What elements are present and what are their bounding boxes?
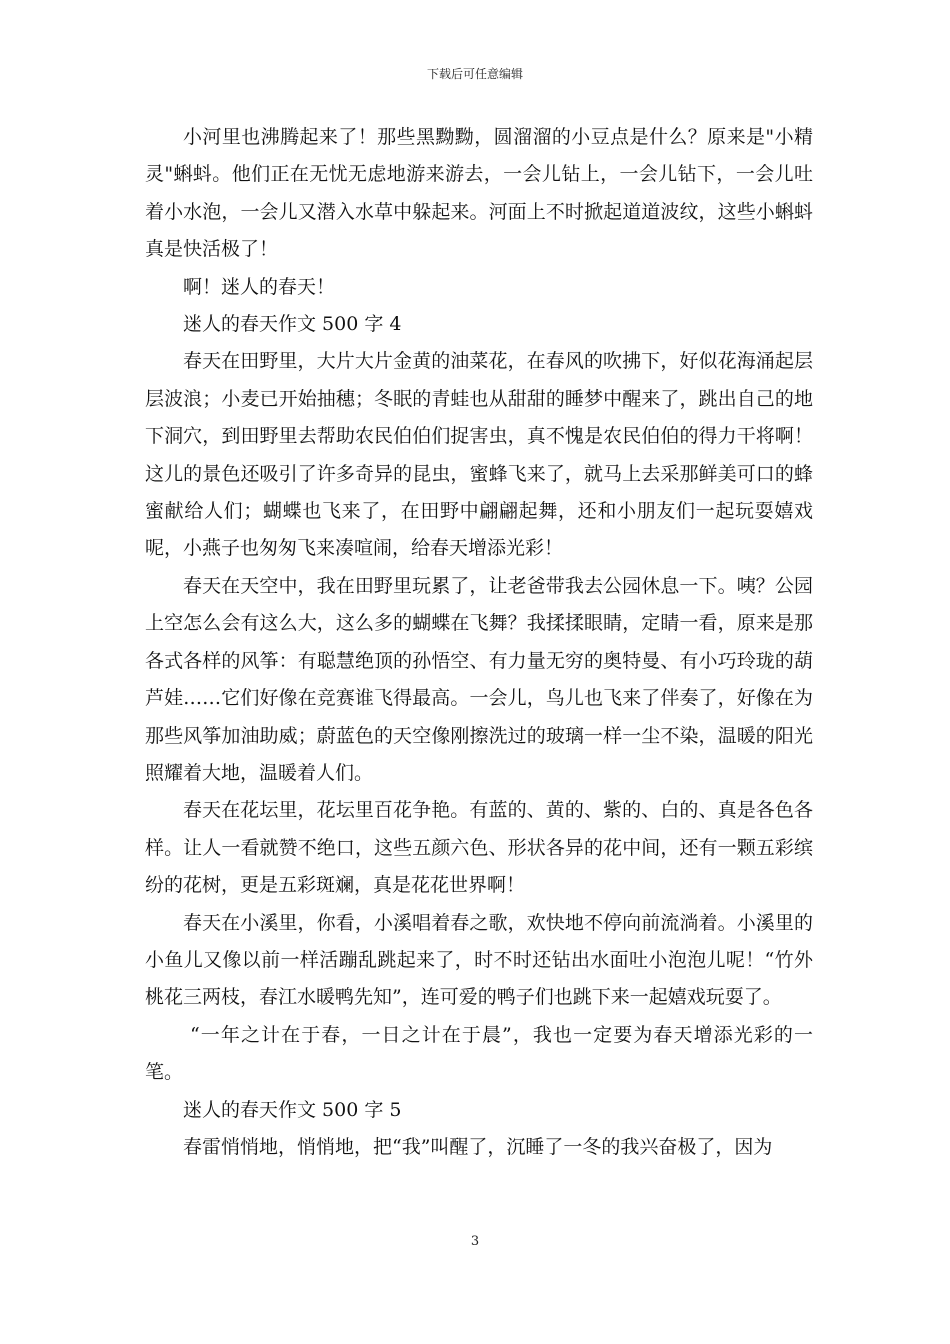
paragraph-fields: 春天在田野里，大片大片金黄的油菜花，在春风的吹拂下，好似花海涌起层层波浪；小麦已开始抽穗；冬眠的青蛙也从甜甜的睡梦中醒来了，跳出自己的地下洞穴，到田野里去帮助农民伯伯们捉害虫，真不愧是农民伯伯的得力干将啊！这儿的景色还吸引了许多奇异的昆虫，蜜蜂飞来了，就马上去采那鲜美可口的蜂蜜献给人们；蝴蝶也飞来了，在田野中翩翩起舞，还和小朋友们一起玩耍嬉戏呢，小燕子也匆匆飞来凑喧闹，给春天增添光彩！ bbox=[145, 350, 813, 560]
page-header: 下载后可任意编辑 bbox=[426, 67, 523, 81]
page-number: 3 bbox=[470, 1234, 480, 1249]
essay-heading-4: 迷人的春天作文 500 字 4 bbox=[183, 313, 402, 336]
paragraph-proverb: “一年之计在于春，一日之计在于晨”，我也一定要为春天增添光彩的一笔。 bbox=[145, 1023, 813, 1084]
paragraph-stream: 春天在小溪里，你看，小溪唱着春之歌，欢快地不停向前流淌着。小溪里的小鱼儿又像以前一样活蹦乱跳起来了，时不时还钻出水面吐小泡泡儿呢！“竹外桃花三两枝，春江水暖鸭先知”，连可爱的鸭子们也跳下来一起嬉戏玩耍了。 bbox=[145, 911, 813, 1009]
paragraph-tadpoles: 小河里也沸腾起来了！那些黑黝黝，圆溜溜的小豆点是什么？原来是"小精灵"蝌蚪。他们正在无忧无虑地游来游去，一会儿钻上，一会儿钻下，一会儿吐着小水泡，一会儿又潜入水草中躲起来。河面上不时掀起道道波纹，这些小蝌蚪真是快活极了！ bbox=[145, 126, 813, 261]
paragraph-exclamation: 啊！迷人的春天！ bbox=[183, 275, 336, 298]
paragraph-flowerbed: 春天在花坛里，花坛里百花争艳。有蓝的、黄的、紫的、白的、真是各色各样。让人一看就赞不绝口，这些五颜六色、形状各异的花中间，还有一颗五彩缤纷的花树，更是五彩斑斓，真是花花世界啊！ bbox=[145, 799, 813, 897]
paragraph-sky: 春天在天空中，我在田野里玩累了，让老爸带我去公园休息一下。咦？公园上空怎么会有这么大，这么多的蝴蝶在飞舞？我揉揉眼睛，定睛一看，原来是那各式各样的风筝：有聪慧绝顶的孙悟空、有力量无穷的奥特曼、有小巧玲珑的葫芦娃……它们好像在竞赛谁飞得最高。一会儿，鸟儿也飞来了伴奏了，好像在为那些风筝加油助威；蔚蓝色的天空像刚擦洗过的玻璃一样一尘不染，温暖的阳光照耀着大地，温暖着人们。 bbox=[145, 574, 813, 784]
document-body bbox=[145, 119, 813, 1166]
essay-heading-5: 迷人的春天作文 500 字 5 bbox=[183, 1098, 402, 1121]
paragraph-spring-thunder: 春雷悄悄地，悄悄地，把“我”叫醒了，沉睡了一冬的我兴奋极了，因为 bbox=[183, 1135, 773, 1158]
